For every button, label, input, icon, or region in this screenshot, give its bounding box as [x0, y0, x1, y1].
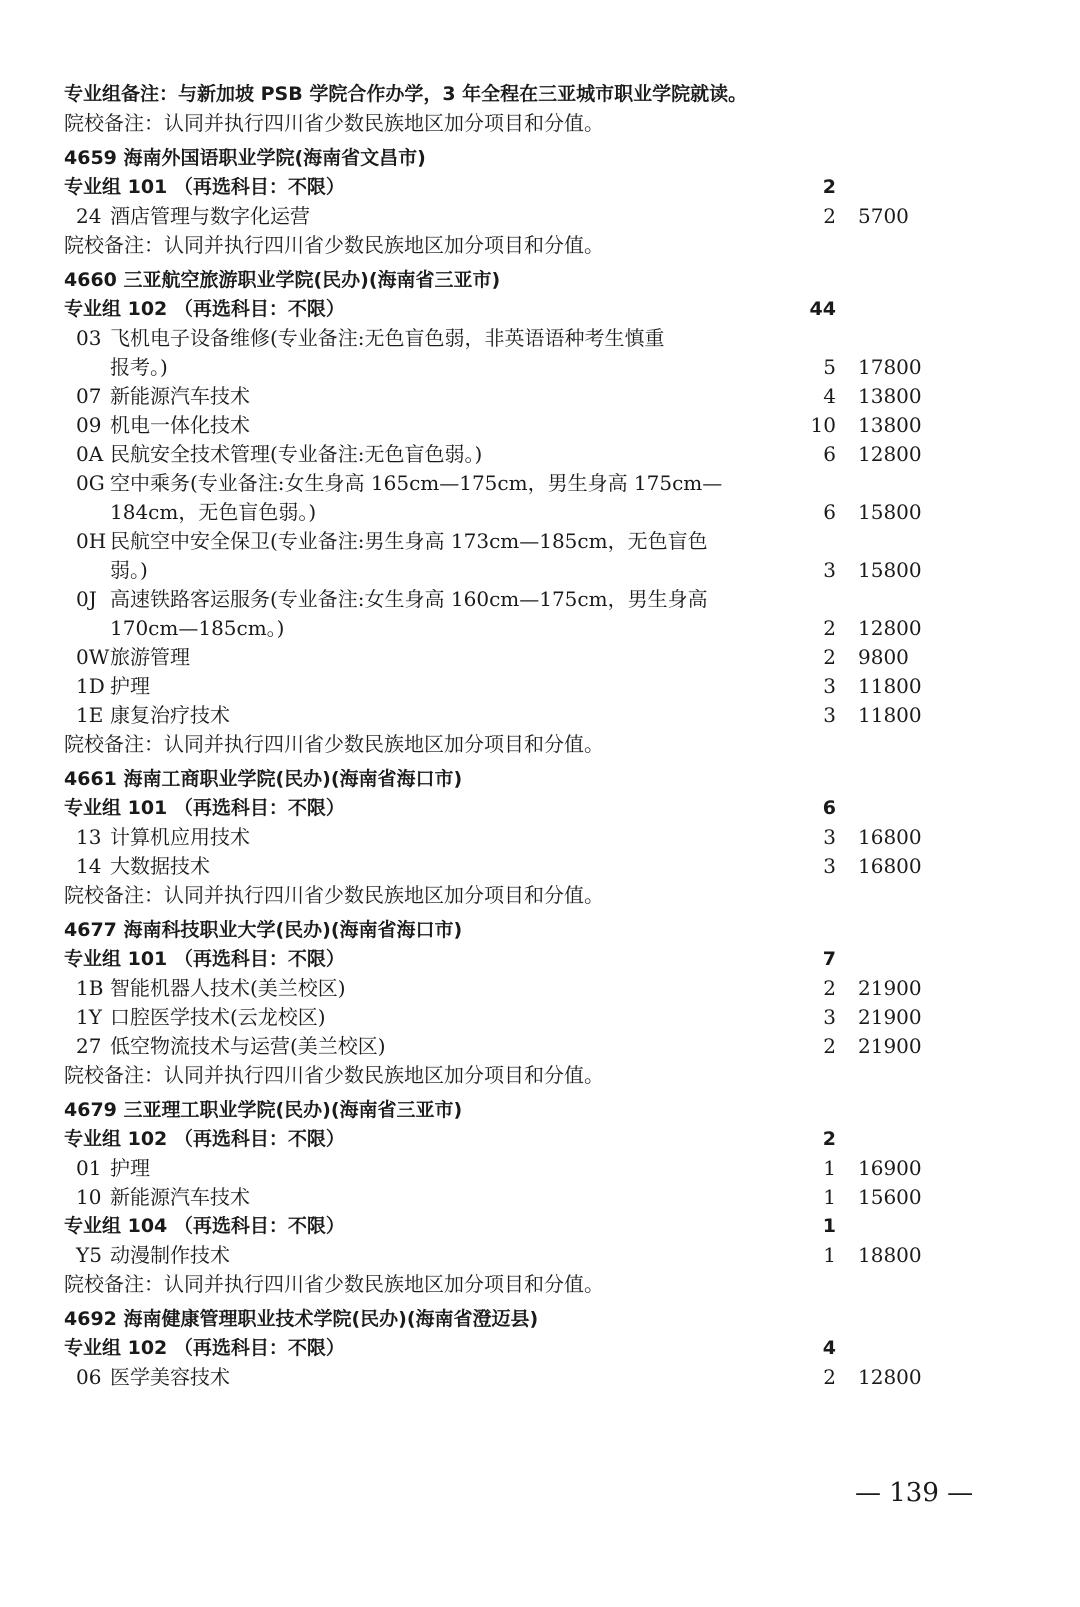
major-code: 03	[76, 326, 102, 350]
major-name: 新能源汽车技术	[110, 1185, 250, 1209]
plan-count: 3	[823, 825, 836, 849]
major-group-label: 专业组 101 （再选科目：不限）	[64, 797, 345, 819]
major-code: 0G	[76, 471, 105, 495]
plan-count: 3	[823, 703, 836, 727]
group-note: 专业组备注：与新加坡 PSB 学院合作办学，3 年全程在三亚城市职业学院就读。	[64, 83, 748, 105]
plan-count: 3	[823, 674, 836, 698]
school-note: 院校备注：认同并执行四川省少数民族地区加分项目和分值。	[64, 1272, 604, 1296]
major-row	[64, 1183, 1024, 1212]
major-group-label: 专业组 102 （再选科目：不限）	[64, 1337, 345, 1359]
major-code: 13	[76, 825, 102, 849]
major-code: 27	[76, 1034, 102, 1058]
plan-count: 1	[823, 1243, 836, 1267]
school-title: 4661 海南工商职业学院(民办)(海南省海口市)	[64, 768, 463, 790]
plan-count: 3	[823, 1005, 836, 1029]
major-name: 高速铁路客运服务(专业备注:女生身高 160cm—175cm，男生身高	[110, 587, 708, 611]
tuition-fee: 16800	[858, 854, 922, 878]
major-name: 大数据技术	[110, 854, 210, 878]
major-row	[64, 585, 1024, 614]
plan-count: 2	[823, 616, 836, 640]
plan-count: 1	[823, 1185, 836, 1209]
tuition-fee: 13800	[858, 413, 922, 437]
major-code: 24	[76, 204, 102, 228]
plan-count: 5	[823, 355, 836, 379]
plan-count: 3	[823, 558, 836, 582]
school-note: 院校备注：认同并执行四川省少数民族地区加分项目和分值。	[64, 732, 604, 756]
major-name: 旅游管理	[110, 645, 190, 669]
major-row	[64, 1003, 1024, 1032]
plan-count: 2	[823, 645, 836, 669]
major-name: 新能源汽车技术	[110, 384, 250, 408]
major-group-header	[64, 1212, 1024, 1241]
major-code: 1D	[76, 674, 105, 698]
major-group-count: 6	[822, 797, 836, 819]
plan-count: 10	[810, 413, 836, 437]
tuition-fee: 16900	[858, 1156, 922, 1180]
major-name-continued: 184cm，无色盲色弱。)	[110, 500, 317, 524]
major-name: 智能机器人技术(美兰校区)	[110, 976, 346, 1000]
major-row	[64, 440, 1024, 469]
major-row	[64, 469, 1024, 498]
major-code: Y5	[76, 1243, 102, 1267]
tuition-fee: 15800	[858, 558, 922, 582]
major-name: 民航安全技术管理(专业备注:无色盲色弱。)	[110, 442, 483, 466]
major-code: 09	[76, 413, 102, 437]
major-row	[64, 672, 1024, 701]
tuition-fee: 15600	[858, 1185, 922, 1209]
major-row-continuation	[64, 498, 1024, 527]
plan-count: 4	[823, 384, 836, 408]
tuition-fee: 13800	[858, 384, 922, 408]
tuition-fee: 15800	[858, 500, 922, 524]
plan-count: 2	[823, 1034, 836, 1058]
major-code: 1E	[76, 703, 104, 727]
major-code: 01	[76, 1156, 102, 1180]
school-title: 4659 海南外国语职业学院(海南省文昌市)	[64, 147, 426, 169]
major-name: 口腔医学技术(云龙校区)	[110, 1005, 326, 1029]
major-group-header	[64, 794, 1024, 823]
major-code: 0J	[76, 587, 97, 611]
major-group-label: 专业组 102 （再选科目：不限）	[64, 298, 345, 320]
major-name: 民航空中安全保卫(专业备注:男生身高 173cm—185cm，无色盲色	[110, 529, 708, 553]
tuition-fee: 11800	[858, 674, 922, 698]
major-name: 机电一体化技术	[110, 413, 250, 437]
major-row	[64, 1154, 1024, 1183]
major-code: 0W	[76, 645, 110, 669]
tuition-fee: 21900	[858, 1005, 922, 1029]
major-group-header	[64, 295, 1024, 324]
major-name: 空中乘务(专业备注:女生身高 165cm—175cm，男生身高 175cm—	[110, 471, 723, 495]
major-name: 护理	[110, 674, 150, 698]
major-group-count: 7	[822, 948, 836, 970]
major-name-continued: 170cm—185cm。)	[110, 616, 285, 640]
major-group-count: 44	[809, 298, 836, 320]
major-code: 10	[76, 1185, 102, 1209]
major-row	[64, 823, 1024, 852]
major-group-header	[64, 945, 1024, 974]
tuition-fee: 21900	[858, 1034, 922, 1058]
plan-count: 2	[823, 1365, 836, 1389]
school-title: 4660 三亚航空旅游职业学院(民办)(海南省三亚市)	[64, 269, 501, 291]
major-row	[64, 643, 1024, 672]
document-body	[64, 80, 1024, 1392]
school-title: 4692 海南健康管理职业技术学院(民办)(海南省澄迈县)	[64, 1308, 539, 1330]
major-code: 0H	[76, 529, 107, 553]
major-name: 酒店管理与数字化运营	[110, 204, 310, 228]
major-row	[64, 974, 1024, 1003]
tuition-fee: 9800	[858, 645, 909, 669]
major-code: 07	[76, 384, 102, 408]
tuition-fee: 21900	[858, 976, 922, 1000]
plan-count: 6	[823, 500, 836, 524]
major-name: 计算机应用技术	[110, 825, 250, 849]
major-name: 动漫制作技术	[110, 1243, 230, 1267]
major-group-count: 4	[822, 1337, 836, 1359]
major-name-continued: 弱。)	[110, 558, 148, 582]
major-row-continuation	[64, 614, 1024, 643]
tuition-fee: 17800	[858, 355, 922, 379]
major-name: 低空物流技术与运营(美兰校区)	[110, 1034, 386, 1058]
tuition-fee: 11800	[858, 703, 922, 727]
major-group-label: 专业组 101 （再选科目：不限）	[64, 948, 345, 970]
major-group-header	[64, 173, 1024, 202]
major-code: 0A	[76, 442, 104, 466]
major-row	[64, 411, 1024, 440]
tuition-fee: 12800	[858, 442, 922, 466]
major-group-count: 2	[822, 176, 836, 198]
school-note: 院校备注：认同并执行四川省少数民族地区加分项目和分值。	[64, 883, 604, 907]
tuition-fee: 12800	[858, 616, 922, 640]
major-name: 康复治疗技术	[110, 703, 230, 727]
school-note: 院校备注：认同并执行四川省少数民族地区加分项目和分值。	[64, 233, 604, 257]
plan-count: 2	[823, 976, 836, 1000]
tuition-fee: 5700	[858, 204, 909, 228]
major-row	[64, 527, 1024, 556]
major-name: 护理	[110, 1156, 150, 1180]
major-group-header	[64, 1334, 1024, 1363]
school-note: 院校备注：认同并执行四川省少数民族地区加分项目和分值。	[64, 1063, 604, 1087]
major-name: 医学美容技术	[110, 1365, 230, 1389]
page-number: — 139 —	[855, 1478, 974, 1508]
major-row-continuation	[64, 353, 1024, 382]
major-code: 1B	[76, 976, 104, 1000]
major-row	[64, 1032, 1024, 1061]
major-code: 1Y	[76, 1005, 102, 1029]
plan-count: 1	[823, 1156, 836, 1180]
tuition-fee: 18800	[858, 1243, 922, 1267]
major-code: 14	[76, 854, 102, 878]
major-code: 06	[76, 1365, 102, 1389]
plan-count: 2	[823, 204, 836, 228]
major-group-count: 1	[822, 1215, 836, 1237]
major-row	[64, 1241, 1024, 1270]
major-row	[64, 202, 1024, 231]
school-title: 4677 海南科技职业大学(民办)(海南省海口市)	[64, 919, 463, 941]
major-row	[64, 852, 1024, 881]
major-group-count: 2	[822, 1128, 836, 1150]
plan-count: 3	[823, 854, 836, 878]
major-name: 飞机电子设备维修(专业备注:无色盲色弱，非英语语种考生慎重	[110, 326, 665, 350]
major-name-continued: 报考。)	[110, 355, 168, 379]
major-group-header	[64, 1125, 1024, 1154]
major-row	[64, 324, 1024, 353]
major-row-continuation	[64, 556, 1024, 585]
tuition-fee: 16800	[858, 825, 922, 849]
major-group-label: 专业组 101 （再选科目：不限）	[64, 176, 345, 198]
school-title: 4679 三亚理工职业学院(民办)(海南省三亚市)	[64, 1099, 463, 1121]
school-note: 院校备注：认同并执行四川省少数民族地区加分项目和分值。	[64, 111, 604, 135]
major-group-label: 专业组 102 （再选科目：不限）	[64, 1128, 345, 1150]
major-group-label: 专业组 104 （再选科目：不限）	[64, 1215, 345, 1237]
major-row	[64, 701, 1024, 730]
major-row	[64, 1363, 1024, 1392]
major-row	[64, 382, 1024, 411]
plan-count: 6	[823, 442, 836, 466]
tuition-fee: 12800	[858, 1365, 922, 1389]
